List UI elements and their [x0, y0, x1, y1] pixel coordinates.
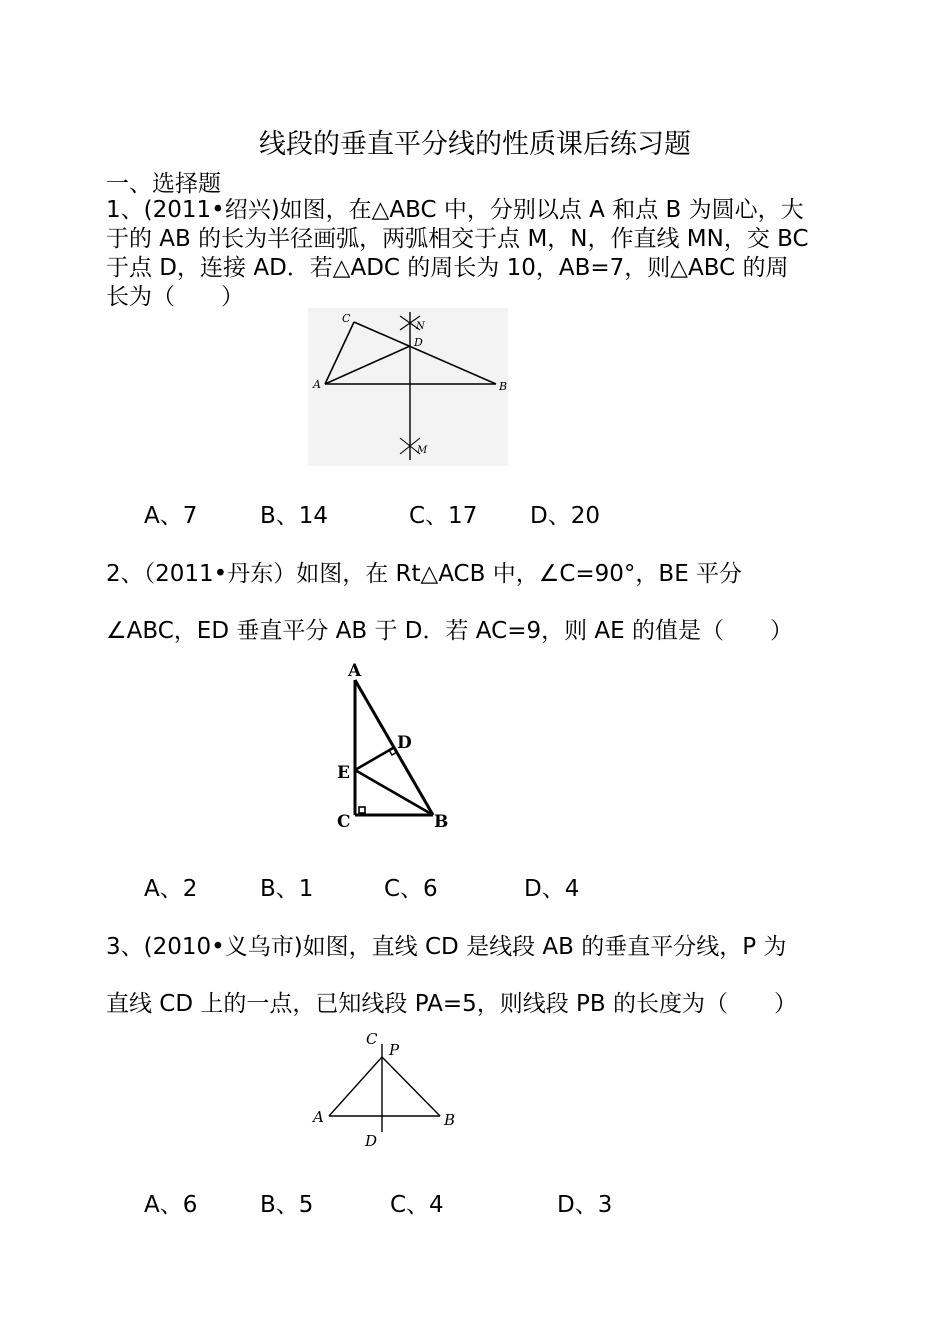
question-2-figure	[330, 650, 460, 835]
label-a: A	[348, 661, 362, 681]
question-1-line-1: 1、(2011•绍兴)如图，在△ABC 中，分别以点 A 和点 B 为圆心，大	[106, 197, 804, 223]
q3-option-d[interactable]: D、3	[557, 1192, 613, 1218]
q3-option-b[interactable]: B、5	[260, 1192, 314, 1218]
q2-option-b[interactable]: B、1	[260, 876, 314, 902]
question-3-line-1: 3、(2010•义乌市)如图，直线 CD 是线段 AB 的垂直平分线，P 为	[106, 934, 787, 960]
q1-option-c[interactable]: C、17	[409, 503, 478, 529]
q2-option-c[interactable]: C、6	[384, 876, 438, 902]
label-b: B	[499, 380, 508, 393]
label-p: P	[389, 1041, 400, 1059]
segment-pa	[329, 1057, 382, 1116]
label-d: D	[365, 1132, 378, 1150]
label-c: C	[342, 312, 351, 325]
page-title: 线段的垂直平分线的性质课后练习题	[259, 129, 691, 160]
q1-option-a[interactable]: A、7	[144, 503, 198, 529]
q2-option-a[interactable]: A、2	[144, 876, 198, 902]
section-heading: 一、选择题	[106, 171, 221, 197]
q2-option-d[interactable]: D、4	[524, 876, 580, 902]
label-e: E	[337, 763, 350, 783]
q3-option-c[interactable]: C、4	[390, 1192, 444, 1218]
label-c: C	[366, 1030, 378, 1048]
question-1-figure	[308, 308, 508, 466]
segment-ed	[355, 748, 393, 770]
q1-option-b[interactable]: B、14	[260, 503, 329, 529]
question-2-line-1: 2、（2011•丹东）如图，在 Rt△ACB 中，∠C=90°，BE 平分	[106, 561, 743, 587]
label-a: A	[313, 378, 321, 391]
question-1-line-2: 于的 AB 的长为半径画弧，两弧相交于点 M，N，作直线 MN，交 BC	[106, 226, 809, 252]
q3-option-a[interactable]: A、6	[144, 1192, 198, 1218]
label-b: B	[434, 812, 449, 832]
question-3-line-2: 直线 CD 上的一点，已知线段 PA=5，则线段 PB 的长度为（ ）	[106, 991, 798, 1017]
question-3-figure	[305, 1022, 470, 1157]
figure-background	[308, 308, 508, 466]
question-1-line-3: 于点 D，连接 AD．若△ADC 的周长为 10，AB=7，则△ABC 的周	[106, 255, 789, 281]
label-b: B	[444, 1111, 456, 1129]
question-2-line-2: ∠ABC，ED 垂直平分 AB 于 D．若 AC=9，则 AE 的值是（ ）	[106, 618, 793, 644]
label-d: D	[397, 733, 412, 753]
q1-option-d[interactable]: D、20	[530, 503, 600, 529]
label-c: C	[337, 812, 351, 832]
question-1-line-4: 长为（ ）	[106, 284, 244, 310]
label-a: A	[313, 1108, 324, 1126]
label-n: N	[416, 321, 425, 332]
label-d: D	[414, 336, 423, 349]
segment-ab	[355, 680, 433, 815]
right-angle-c	[359, 807, 365, 813]
label-m: M	[417, 445, 428, 456]
segment-pb	[382, 1057, 440, 1116]
